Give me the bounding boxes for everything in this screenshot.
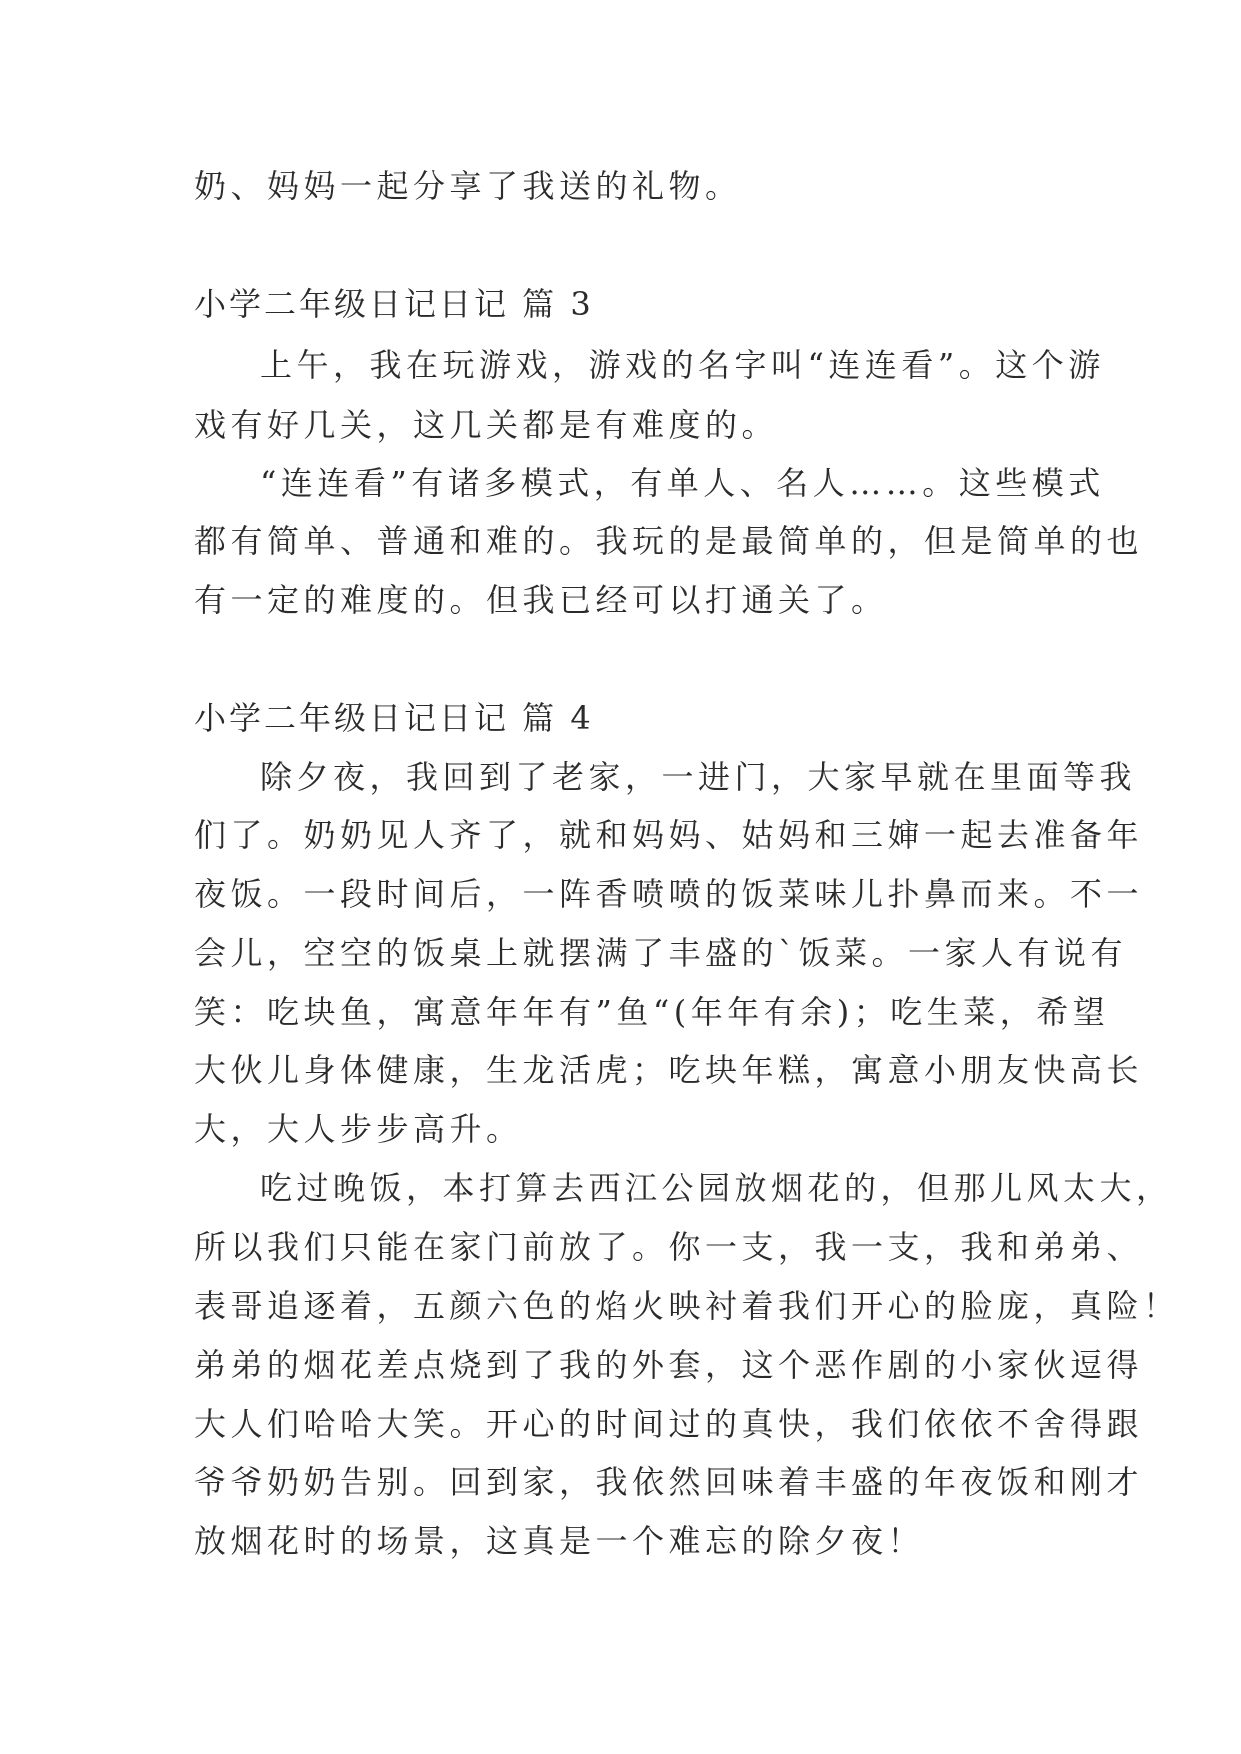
section-3-paragraph-2-line: “连连看”有诸多模式，有单人、名人……。这些模式 [260,464,1105,502]
section-4-paragraph-2-line: 吃过晚饭，本打算去西江公园放烟花的，但那儿风太大， [260,1169,1173,1207]
section-4-paragraph-2-line: 表哥追逐着，五颜六色的焰火映衬着我们开心的脸庞，真险！ [194,1287,1180,1325]
section-4-paragraph-2-line: 所以我们只能在家门前放了。你一支，我一支，我和弟弟、 [194,1228,1144,1266]
section-3-paragraph-2-line: 有一定的难度的。但我已经可以打通关了。 [194,581,888,619]
section-4-paragraph-2-line: 弟弟的烟花差点烧到了我的外套，这个恶作剧的小家伙逗得 [194,1346,1144,1384]
section-4-paragraph-2-line: 放烟花时的场景，这真是一个难忘的除夕夜！ [194,1522,925,1560]
section-4-paragraph-1-line: 笑：吃块鱼，寓意年年有”鱼“(年年有余)；吃生菜，希望 [194,993,1110,1031]
section-4-paragraph-2-line: 爷爷奶奶告别。回到家，我依然回味着丰盛的年夜饭和刚才 [194,1463,1144,1501]
section-3-paragraph-1-line: 上午，我在玩游戏，游戏的名字叫“连连看”。这个游 [260,346,1105,384]
continuation-text-line: 奶、妈妈一起分享了我送的礼物。 [194,167,742,205]
section-4-paragraph-1-line: 大伙儿身体健康，生龙活虎；吃块年糕，寓意小朋友快高长 [194,1051,1144,1089]
section-3-paragraph-2-line: 都有简单、普通和难的。我玩的是最简单的，但是简单的也 [194,522,1144,560]
section-4-paragraph-1-line: 大，大人步步高升。 [194,1110,523,1148]
section-3-paragraph-1-line: 戏有好几关，这几关都是有难度的。 [194,406,779,444]
section-4-paragraph-1-line: 们了。奶奶见人齐了，就和妈妈、姑妈和三婶一起去准备年 [194,816,1144,854]
section-4-paragraph-1-line: 夜饭。一段时间后，一阵香喷喷的饭菜味儿扑鼻而来。不一 [194,875,1144,913]
section-4-heading: 小学二年级日记日记 篇 4 [194,699,594,737]
section-4-paragraph-1-line: 除夕夜，我回到了老家，一进门，大家早就在里面等我 [260,758,1137,796]
section-4-paragraph-1-line: 会儿，空空的饭桌上就摆满了丰盛的`饭菜。一家人有说有 [194,934,1128,972]
section-3-heading: 小学二年级日记日记 篇 3 [194,285,594,323]
section-4-paragraph-2-line: 大人们哈哈大笑。开心的时间过的真快，我们依依不舍得跟 [194,1405,1144,1443]
